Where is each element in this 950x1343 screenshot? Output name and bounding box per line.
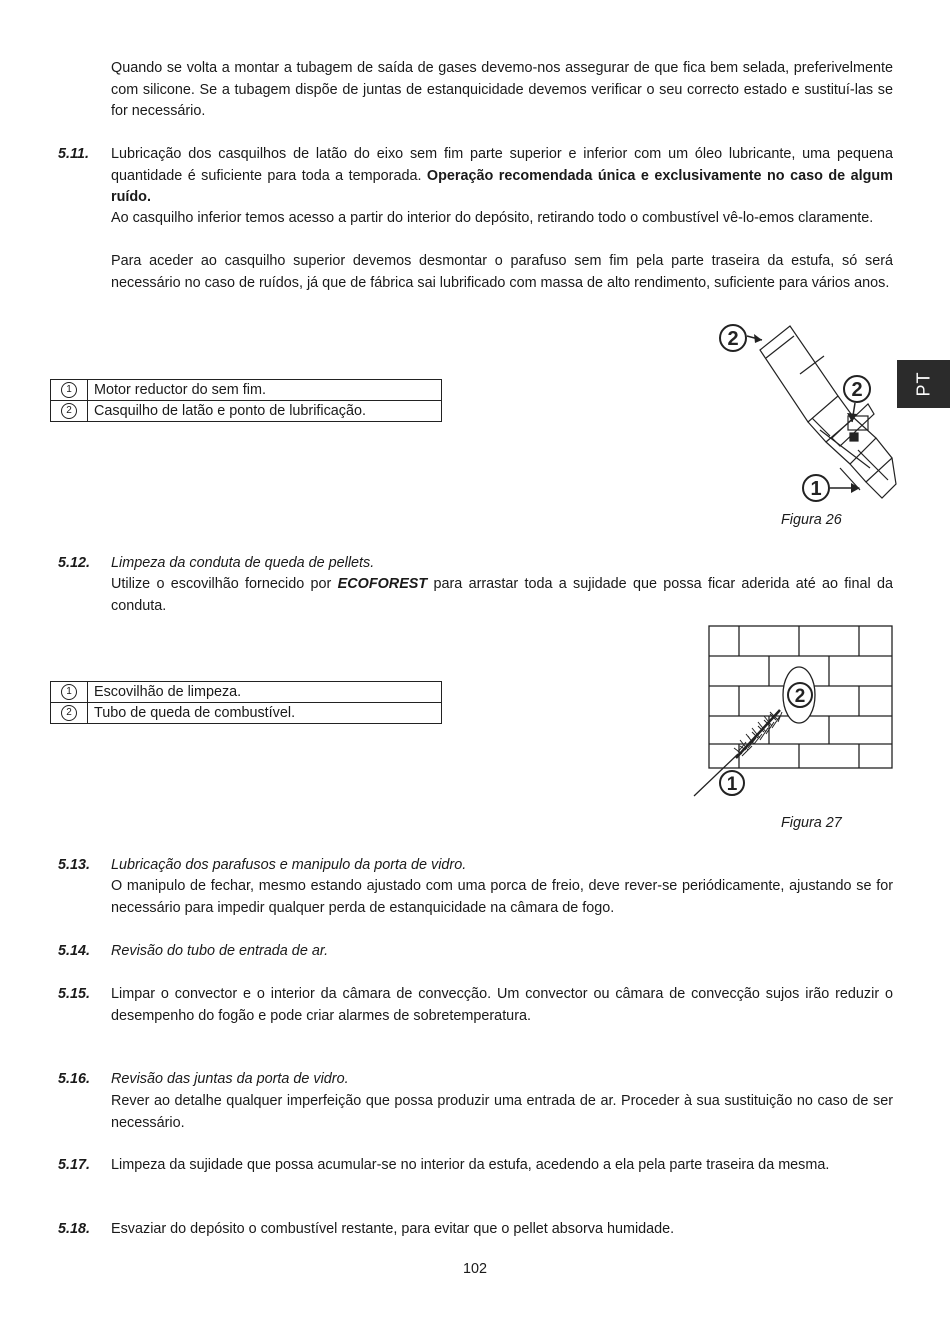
section-5-14-title: Revisão do tubo de entrada de ar. — [111, 943, 329, 959]
section-number-5-14: 5.14. — [58, 943, 91, 959]
figure-27-callout-1 — [720, 771, 744, 795]
section-5-13-text: O manipulo de fechar, mesmo estando ajustado com uma porca de freio, deve rever-se periódicamente, ajustando se for necessário para impedir qualquer perda de estanquicidade na câmara de fogo. — [111, 878, 893, 916]
section-5-15-text: Limpar o convector e o interior da câmara de convecção. Um convector ou câmara de convecção sujos irão reduzir o desempenho do fogão e pode criar alarmes de sobretemperatura. — [111, 986, 893, 1024]
section-number-5-18: 5.18. — [58, 1221, 91, 1237]
section-5-17-text: Limpeza da sujidade que possa acumular-se no interior da estufa, acedendo a ela pela parte traseira da mesma. — [111, 1157, 830, 1173]
section-5-12-title: Limpeza da conduta de queda de pellets. — [111, 555, 375, 571]
legend-table-figure-26 — [50, 379, 442, 422]
section-5-11-text-a: Lubricação dos casquilhos de latão do eixo sem fim parte superior e inferior com um óleo lubricante, uma pequena quantidade é suficiente para toda a temporada. — [111, 146, 893, 184]
svg-text:2: 2 — [727, 328, 739, 350]
section-number-5-15: 5.15. — [58, 986, 91, 1002]
section-5-13-title: Lubricação dos parafusos e manipulo da porta de vidro. — [111, 857, 467, 873]
legend-number: 1 — [51, 380, 88, 401]
svg-text:1: 1 — [726, 774, 738, 795]
section-number-5-17: 5.17. — [58, 1157, 91, 1173]
section-5-16-title: Revisão das juntas da porta de vidro. — [111, 1071, 349, 1087]
legend-label: Tubo de queda de combustível. — [88, 703, 442, 724]
legend-table-figure-27 — [50, 681, 442, 724]
figure-27-caption: Figura 27 — [781, 815, 842, 831]
brand-name: ECOFOREST — [337, 576, 428, 592]
legend-label: Motor reductor do sem fim. — [88, 380, 442, 401]
svg-text:1: 1 — [810, 478, 822, 500]
figure-26-auger-motor-drawing — [700, 318, 900, 508]
section-5-11-text — [111, 144, 893, 209]
legend-number: 2 — [51, 703, 88, 724]
svg-text:2: 2 — [794, 686, 806, 707]
section-5-12-text: Utilize o escovilhão fornecido por ECOFOREST para arrastar toda a sujidade que possa ficar aderida até ao final da conduta. — [111, 576, 894, 614]
section-5-11-upper-bushing: Para aceder ao casquilho superior devemos desmontar o parafuso sem fim pela parte traseira da estufa, só será necessário no caso de ruídos, já que de fábrica sai lubrificado com massa de alto rendimento, suficiente para vários anos. — [111, 253, 893, 291]
page-number: 102 — [462, 1261, 487, 1277]
section-number-5-16: 5.16. — [58, 1071, 91, 1087]
legend-row — [51, 401, 442, 422]
figure-26-callout-1 — [803, 475, 860, 501]
legend-row — [51, 682, 442, 703]
legend-row — [51, 703, 442, 724]
legend-label: Escovilhão de limpeza. — [88, 682, 442, 703]
figure-26-callout-2-top — [720, 325, 762, 351]
legend-row — [51, 380, 442, 401]
figure-26-caption: Figura 26 — [781, 512, 842, 528]
figure-27-callout-2 — [788, 683, 812, 707]
intro-paragraph: Quando se volta a montar a tubagem de saída de gases devemo-nos assegurar de que fica bem selada, preferivelmente com silicone. Se a tubagem dispõe de juntas de estanquicidade devemos verificar o seu correcto estado e sustituí-las se for necessário. — [111, 60, 893, 119]
brush-bristles — [734, 710, 782, 758]
legend-label: Casquilho de latão e ponto de lubrificação. — [88, 401, 442, 422]
legend-number: 2 — [51, 401, 88, 422]
section-5-11-warning: Operação recomendada única e exclusivamente no caso de algum ruído. — [111, 167, 893, 205]
legend-number: 1 — [51, 682, 88, 703]
figure-27-brush-drawing — [690, 624, 895, 802]
section-number-5-12: 5.12. — [58, 555, 91, 571]
section-number-5-13: 5.13. — [58, 857, 91, 873]
section-5-11-lower-bushing: Ao casquilho inferior temos acesso a partir do interior do depósito, retirando todo o combustível vê-lo-emos claramente. — [111, 210, 874, 226]
section-5-16-text: Rever ao detalhe qualquer imperfeição que possa produzir uma entrada de ar. Proceder à sua sustituição no caso de ser necessário. — [111, 1093, 893, 1131]
svg-text:2: 2 — [851, 379, 863, 401]
language-tab: PT — [897, 360, 950, 408]
section-5-18-text: Esvaziar do depósito o combustível restante, para evitar que o pellet absorva humidade. — [111, 1221, 675, 1237]
section-number-5-11: 5.11. — [58, 146, 89, 162]
